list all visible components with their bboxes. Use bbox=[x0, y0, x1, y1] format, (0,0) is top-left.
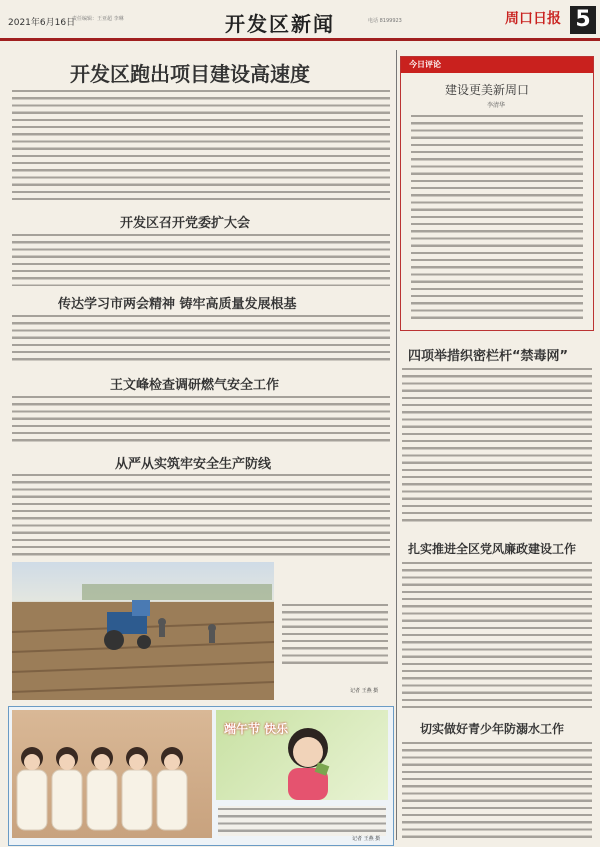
commentary-headline: 建设更美新周口 bbox=[445, 83, 530, 97]
editor-credit: 责任编辑：王亚超 李琳 bbox=[72, 16, 124, 22]
drowning-body-text bbox=[402, 740, 592, 840]
safety-body-text bbox=[12, 472, 390, 558]
lead-headline: 开发区跑出项目建设高速度 bbox=[70, 62, 310, 86]
newspaper-logo: 周口日报 bbox=[505, 11, 561, 27]
air-inspection-body-text bbox=[12, 394, 390, 444]
header-rule bbox=[0, 38, 600, 41]
tractor-scene bbox=[12, 562, 274, 700]
telephone: 电话 8199923 bbox=[368, 18, 402, 24]
section-title: 开发区新闻 bbox=[225, 12, 335, 36]
farm-photo-caption bbox=[282, 602, 388, 666]
lead-body-text bbox=[12, 88, 390, 204]
issue-date: 2021年6月16日 bbox=[8, 18, 76, 28]
kids-photo-caption bbox=[218, 806, 386, 836]
dragon-boat-banner: 端午节 快乐 bbox=[224, 722, 289, 736]
farm-photo bbox=[12, 562, 274, 700]
commentary-label: 今日评论 bbox=[409, 60, 441, 69]
child-portrait-photo bbox=[216, 710, 388, 800]
farm-photo-credit: 记者 王燕 摄 bbox=[350, 688, 379, 694]
party-style-body-text bbox=[402, 560, 592, 710]
drugs-headline: 四项举措织密栏杆“禁毒网” bbox=[408, 349, 569, 364]
page-number: 5 bbox=[570, 6, 596, 34]
study-spirit-body-text bbox=[12, 313, 390, 365]
party-meeting-headline: 开发区召开党委扩大会 bbox=[120, 216, 251, 231]
study-spirit-headline: 传达学习市两会精神 铸牢高质量发展根基 bbox=[58, 297, 297, 312]
commentary-box bbox=[400, 56, 594, 331]
page-header bbox=[0, 0, 600, 42]
safety-headline: 从严从实筑牢安全生产防线 bbox=[115, 457, 272, 472]
party-style-headline: 扎实推进全区党风廉政建设工作 bbox=[408, 542, 577, 556]
party-meeting-body-text bbox=[12, 232, 390, 286]
kids-photo bbox=[12, 710, 212, 838]
drugs-body-text bbox=[402, 366, 592, 524]
kids-photo-credit: 记者 王燕 摄 bbox=[352, 836, 381, 842]
drowning-headline: 切实做好青少年防溺水工作 bbox=[420, 722, 565, 736]
commentary-author: 李清华 bbox=[487, 102, 506, 109]
air-inspection-headline: 王文峰检查调研燃气安全工作 bbox=[110, 378, 280, 393]
column-divider bbox=[396, 50, 397, 840]
commentary-body-text bbox=[411, 113, 583, 321]
